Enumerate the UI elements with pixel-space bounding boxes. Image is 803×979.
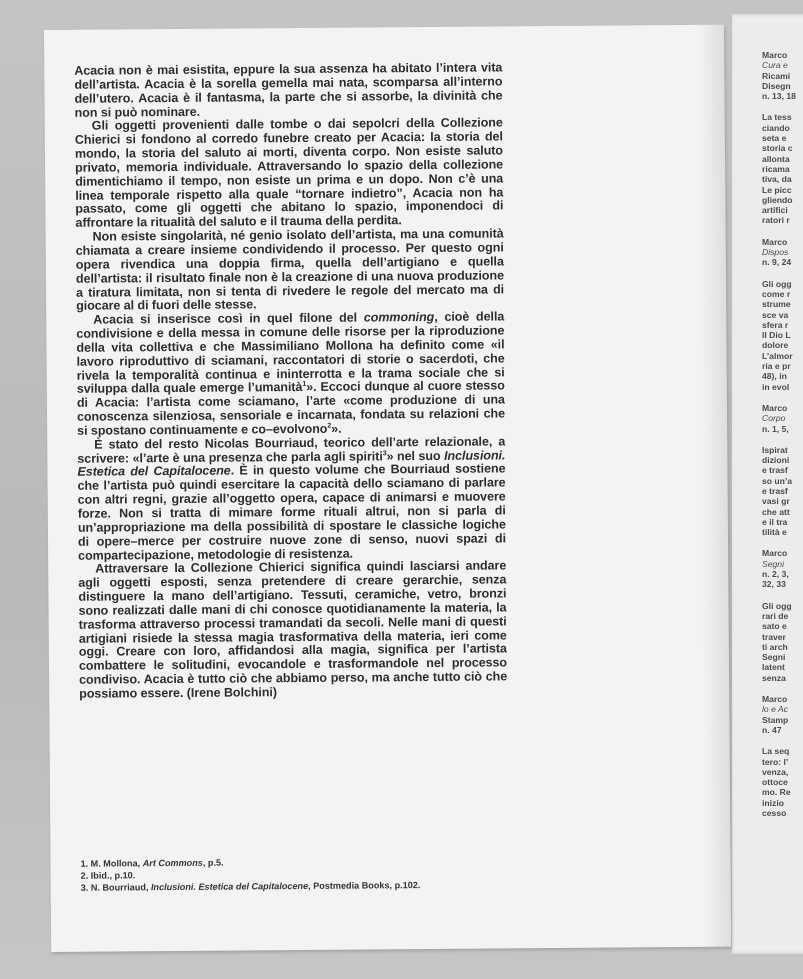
adjacent-block	[762, 601, 803, 683]
adjacent-line: ottoce	[762, 777, 788, 788]
p4-commoning: commoning	[363, 310, 435, 325]
paragraph-4	[76, 311, 505, 439]
adjacent-line: seta e	[762, 133, 787, 144]
adjacent-block	[762, 445, 803, 538]
adjacent-block	[762, 279, 803, 392]
adjacent-line: sato e	[762, 621, 787, 632]
adjacent-line: inizio	[762, 797, 784, 808]
adjacent-line: Corpo	[762, 413, 786, 424]
adjacent-line: so un’a	[762, 475, 793, 486]
adjacent-line: 32, 33	[762, 579, 786, 590]
adjacent-block	[762, 746, 803, 818]
adjacent-line: Ricami	[762, 70, 791, 81]
adjacent-line: vasi gr	[762, 496, 790, 507]
adjacent-block	[762, 548, 803, 589]
footnote-ref-3: 3	[382, 449, 387, 457]
adjacent-line: come r	[762, 288, 791, 299]
adjacent-line: ratori r	[762, 215, 790, 226]
adjacent-page-column	[762, 50, 803, 829]
adjacent-line: tiva, da	[762, 174, 792, 185]
p5-text-a: È stato del resto Nicolas Bourriaud, teorico dell’arte relazionale, a scrivere: «l’arte è una presenza che parla agli spiriti	[77, 434, 506, 466]
footnote-ref-2: 2	[327, 422, 332, 430]
adjacent-block	[762, 50, 803, 101]
adjacent-line: Marco	[762, 236, 788, 247]
adjacent-line: Gli ogg	[762, 278, 792, 289]
p4-text-d: ».	[331, 421, 342, 436]
adjacent-line: Le picc	[762, 184, 792, 195]
footnote-1-title: Art Commons	[142, 857, 203, 869]
adjacent-line: latent	[762, 662, 785, 673]
adjacent-line: 48), in	[762, 371, 787, 382]
adjacent-line: La tess	[762, 112, 792, 123]
adjacent-line: venza,	[762, 766, 789, 777]
adjacent-line: Segni	[762, 652, 786, 663]
p4-text-a: Acacia si inserisce così in quel filone del	[93, 310, 364, 327]
adjacent-line: Dispos	[762, 247, 789, 258]
footnote-2: 2. Ibid., p.10.	[80, 870, 136, 881]
adjacent-line: Disegn	[762, 80, 791, 91]
adjacent-block	[762, 403, 803, 434]
adjacent-line: in evol	[762, 381, 790, 392]
adjacent-block	[762, 237, 803, 268]
adjacent-line: sce va	[762, 309, 789, 320]
footnote-1-text: 1. M. Mollona,	[80, 858, 143, 869]
adjacent-block	[762, 694, 803, 735]
adjacent-line: dizioni	[762, 455, 790, 466]
adjacent-page	[732, 14, 803, 954]
adjacent-line: Segni	[762, 558, 784, 569]
adjacent-line: cesso	[762, 808, 787, 818]
adjacent-line: lo e Ac	[762, 704, 788, 715]
footnote-3-title: Inclusioni. Estetica del Capitalocene	[150, 880, 309, 892]
p5-text-c: . È in questo volume che Bourriaud sostiene che l’artista può quindi esercitare la capacità dello sciamano di parlare con altri regni, grazie all’oggetto opera, capace di animarsi e muovere forze. Non si tratta di mimare forme rituali altrui, non si parla di un’appropriazione ma della possibilità di spostare le classiche logiche di opere–merce per costruire nuove zone di senso, nuovi spazi di compartecipazione, metodologie di resistenza.	[77, 461, 507, 563]
adjacent-line: ti arch	[762, 641, 788, 652]
adjacent-line: La seq	[762, 746, 790, 757]
adjacent-line: n. 13, 18	[762, 91, 796, 102]
document-page	[44, 25, 731, 952]
p5-book-title: Inclusioni. Estetica del Capitalocene	[77, 448, 506, 480]
adjacent-line: tero: l’	[762, 756, 789, 767]
adjacent-line: artifici	[762, 205, 788, 216]
article-body	[74, 61, 507, 701]
adjacent-line: Marco	[762, 694, 788, 705]
footnote-3	[81, 878, 581, 894]
adjacent-line: e trasf	[762, 485, 788, 496]
adjacent-line: mo. Re	[762, 787, 791, 798]
adjacent-line: e trasf	[762, 465, 788, 476]
adjacent-line: storia c	[762, 143, 793, 154]
adjacent-line: strume	[762, 299, 791, 310]
paragraph-3: Non esiste singolarità, né genio isolato dell’artista, ma una comunità chiamata a creare insieme condividendo il processo. Per questo ogni opera rivendica una doppia firma, quella dell’artigiano e quella dell’artista: il risultato finale non è la creazione di una nuova produzione a tiratura limitata, non si tenta di rivedere le regole del mercato ma di giocare al di fuori delle stesse.	[75, 226, 505, 314]
p4-text-c: ». Eccoci dunque al cuore stesso di Acacia: l’artista come sciamano, l’arte «come produzione di una conoscenza silenziosa, sensoriale e incarnata, fondata su relazioni che si spostano continuamente e co–evolvono	[76, 378, 506, 438]
adjacent-block	[762, 112, 803, 225]
paragraph-1: Acacia non è mai esistita, eppure la sua assenza ha abitato l’intera vita dell’artista. Acacia è la sorella gemella mai nata, scomparsa all’interno dell’utero. Acacia è il fantasma, la parte che si assorbe, la divinità che non si può nominare.	[74, 60, 503, 120]
adjacent-line: Cura e	[762, 60, 788, 71]
adjacent-line: n. 9, 24	[762, 257, 792, 268]
adjacent-line: gliendo	[762, 194, 793, 205]
p5-text-b: » nel suo	[386, 448, 445, 463]
adjacent-line: Ispirat	[762, 444, 788, 455]
adjacent-line: Stamp	[762, 714, 789, 725]
footnote-ref-1: 1	[302, 381, 307, 389]
paragraph-6: Attraversare la Collezione Chierici significa quindi lasciarsi andare agli oggetti esposti, senza pretendere di creare gerarchie, senza distinguere la mano dell’artigiano. Tessuti, ceramiche, vetro, bronzi sono realizzati dalle mani di chi conosce quotidianamente la materia, la trasforma attraverso processi tramandati da secoli. Nelle mani di questi artigiani risiede la stessa magia trasformativa della materia, ieri come oggi. Creare con loro, affidandosi alla magia, significa per l’artista combattere le solitudini, evocandole e trasformandole nel processo condiviso. Acacia è tutto ciò che abbiamo perso, ma anche tutto ciò che possiamo essere. (Irene Bolchini)	[78, 558, 508, 701]
adjacent-line: Il Dio L	[762, 330, 791, 341]
adjacent-line: e il tra	[762, 516, 788, 527]
adjacent-line: Gli ogg	[762, 600, 792, 611]
adjacent-line: ciando	[762, 122, 790, 133]
adjacent-line: Marco	[762, 402, 788, 413]
adjacent-line: senza	[762, 672, 786, 683]
adjacent-line: ricama	[762, 163, 790, 174]
adjacent-line: tilità e	[762, 527, 787, 538]
adjacent-line: che att	[762, 506, 790, 517]
footnotes	[81, 855, 581, 894]
adjacent-line: dolore	[762, 340, 789, 351]
adjacent-line: rari de	[762, 610, 789, 621]
adjacent-line: n. 1, 5,	[762, 423, 789, 434]
footnote-3-publisher: , Postmedia Books, p.102.	[308, 879, 421, 891]
adjacent-line: traver	[762, 631, 786, 642]
footnote-3-text: 3. N. Bourriaud,	[80, 881, 152, 893]
adjacent-line: n. 47	[762, 724, 782, 735]
adjacent-line: Marco	[762, 548, 788, 559]
p4-text-b: , cioè della condivisione e della messa in comune delle risorse per la riproduzione della vita collettiva e che Massimiliano Mollona ha definito come «il lavoro riproduttivo di sciamani, raccontatori di storie o sacerdoti, che rivela la temporalità continua e ininterrotta e la trama sociale che si sviluppa dalla quale emerge l’umanità	[76, 309, 505, 397]
adjacent-line: Marco	[762, 50, 788, 60]
adjacent-line: L’almor	[762, 350, 793, 361]
adjacent-line: ria e pr	[762, 361, 791, 372]
paragraph-2: Gli oggetti provenienti dalle tombe o dai sepolcri della Collezione Chierici si fondono al corredo funebre creato per Acacia: la storia del mondo, la storia del saluto ai morti, diventa corpo. Non esiste saluto privato, memoria individuale. Attraversando lo spazio della collezione dimentichiamo il tempo, non esiste un prima e un dopo. Non c’è una linea temporale rispetto alla quale “tornare indietro”, Acacia non ha passato, come gli oggetti che abitano lo spazio, imponendoci di affrontare la ritualità del saluto e il trauma della perdita.	[74, 115, 504, 231]
adjacent-line: sfera r	[762, 319, 789, 330]
adjacent-line: n. 2, 3,	[762, 569, 789, 580]
adjacent-line: allonta	[762, 153, 790, 164]
footnote-1-page: , p.5.	[202, 857, 224, 868]
paragraph-5	[77, 435, 506, 563]
